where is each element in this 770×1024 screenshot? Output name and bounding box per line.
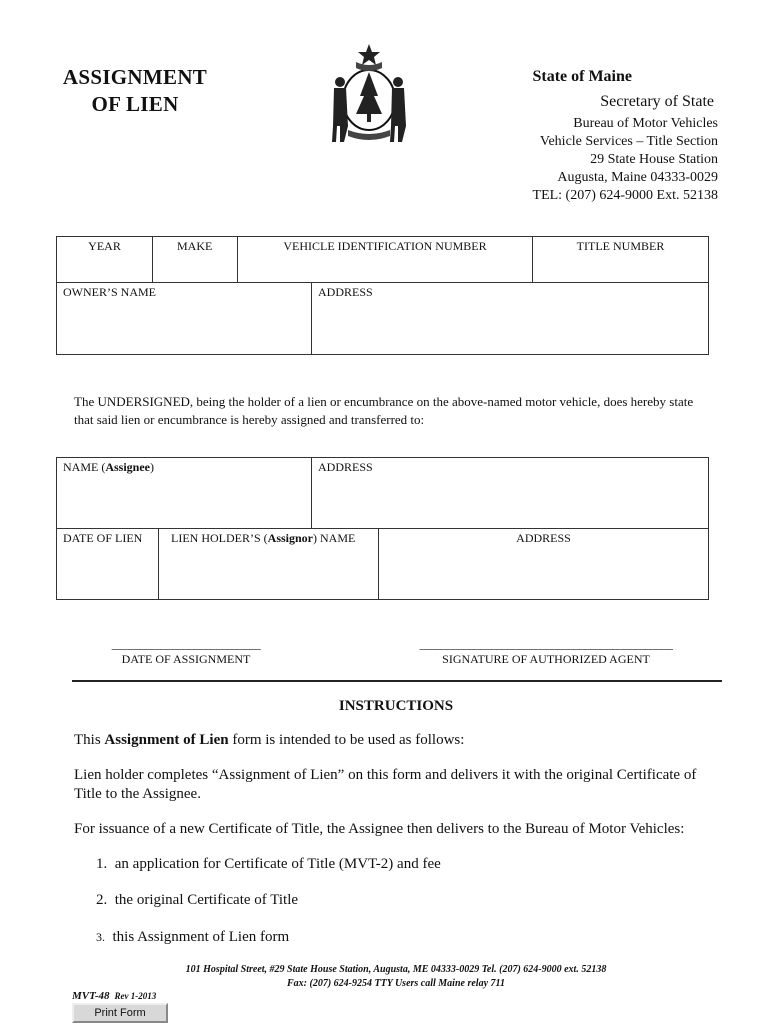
date-of-lien-label: DATE OF LIEN <box>63 531 143 545</box>
lienholder-name-label: LIEN HOLDER’S (Assignor) NAME <box>171 531 356 545</box>
agency-address-block <box>438 68 718 205</box>
instructions-heading: INSTRUCTIONS <box>338 698 454 714</box>
signature-label: SIGNATURE OF AUTHORIZED AGENT <box>442 652 650 666</box>
section-divider <box>72 680 722 682</box>
instructions-paragraph-2: For issuance of a new Certificate of Title, the Assignee then delivers to the Bureau of Motor Vehicles: <box>74 821 685 837</box>
lienholder-address-label: ADDRESS <box>516 531 571 545</box>
title-number-field[interactable] <box>533 237 708 283</box>
form-title <box>40 64 230 118</box>
date-of-lien-field[interactable] <box>57 529 159 599</box>
list-item: 3. this Assignment of Lien form <box>96 929 290 945</box>
vin-label: VEHICLE IDENTIFICATION NUMBER <box>283 239 487 253</box>
vehicle-info-table <box>56 236 709 355</box>
year-label: YEAR <box>88 239 121 253</box>
owner-name-field[interactable] <box>57 283 312 354</box>
owner-address-field[interactable] <box>312 283 708 354</box>
assignee-name-field[interactable] <box>57 458 312 529</box>
section-name: Vehicle Services – Title Section <box>539 134 718 149</box>
signature-line: ______________________________________________ <box>419 637 673 651</box>
instructions-intro: This Assignment of Lien form is intended to be used as follows: <box>74 732 465 748</box>
office-name: Secretary of State <box>600 93 714 110</box>
form-title-line2: OF LIEN <box>91 92 179 116</box>
owner-name-label: OWNER’S NAME <box>63 285 156 299</box>
year-field[interactable] <box>57 237 153 283</box>
signature-field[interactable] <box>380 637 712 667</box>
list-item: 2. the original Certificate of Title <box>96 892 299 908</box>
footer-address: 101 Hospital Street, #29 State House Station, Augusta, ME 04333-0029 Tel. (207) 624-9000 ext. 52138 <box>185 964 607 975</box>
assignee-info-table <box>56 457 709 600</box>
lienholder-address-field[interactable] <box>379 529 708 599</box>
form-number: MVT-48 Rev 1-2013 <box>72 990 157 1002</box>
make-label: MAKE <box>177 239 213 253</box>
footer-fax: Fax: (207) 624-9254 TTY Users call Maine relay 711 <box>287 978 505 989</box>
assignee-address-label: ADDRESS <box>318 460 373 474</box>
form-title-line1: ASSIGNMENT <box>62 65 208 89</box>
date-of-assignment-line: ___________________________ <box>111 637 261 651</box>
title-number-label: TITLE NUMBER <box>576 239 665 253</box>
assignee-name-label: NAME (Assignee) <box>63 460 154 474</box>
assignment-statement: The UNDERSIGNED, being the holder of a lien or encumbrance on the above-named motor vehicle, does hereby state that said lien or encumbrance is hereby assigned and transferred to: <box>74 394 694 427</box>
owner-address-label: ADDRESS <box>318 285 373 299</box>
print-form-button[interactable]: Print Form <box>72 1003 168 1023</box>
make-field[interactable] <box>153 237 238 283</box>
list-item: 1. an application for Certificate of Title (MVT-2) and fee <box>96 856 441 872</box>
state-seal-icon <box>326 42 412 144</box>
station-address: 29 State House Station <box>590 152 718 167</box>
telephone: TEL: (207) 624-9000 Ext. 52138 <box>532 188 718 203</box>
city-address: Augusta, Maine 04333-0029 <box>557 170 718 185</box>
assignee-address-field[interactable] <box>312 458 708 529</box>
vin-field[interactable] <box>238 237 533 283</box>
date-of-assignment-field[interactable] <box>86 637 286 667</box>
date-of-assignment-label: DATE OF ASSIGNMENT <box>121 652 251 666</box>
bureau-name: Bureau of Motor Vehicles <box>573 116 718 131</box>
state-name: State of Maine <box>532 68 632 85</box>
lienholder-name-field[interactable] <box>159 529 379 599</box>
instructions-paragraph-1: Lien holder completes “Assignment of Lien” on this form and delivers it with the original Certificate of Title to the Assignee. <box>74 767 697 802</box>
